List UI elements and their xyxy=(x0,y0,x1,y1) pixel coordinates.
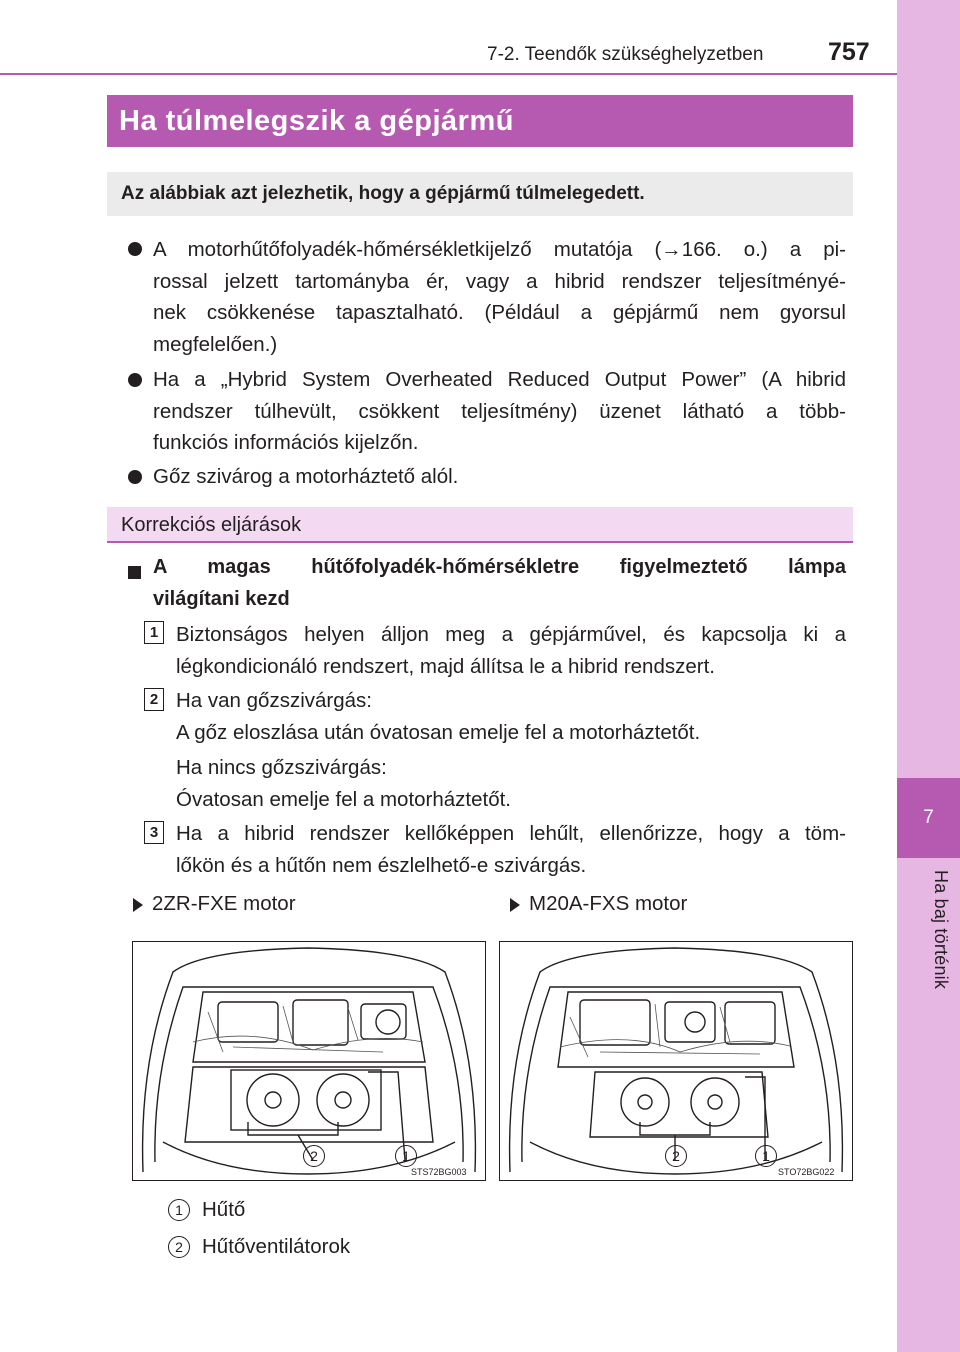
engine-figure-m20a xyxy=(499,941,853,1181)
text-line: nek csökkenése tapasztalható. (Például a gépjármű nem gyorsul xyxy=(153,301,846,324)
step-number-2: 2 xyxy=(144,688,164,711)
legend-label-2: Hűtőventilátorok xyxy=(202,1235,351,1258)
sign-item-3 xyxy=(153,461,846,493)
text-line: Óvatosan emelje fel a motorháztetőt. xyxy=(176,787,512,811)
legend-number-1: 1 xyxy=(168,1199,190,1221)
engine-bay-illustration xyxy=(133,942,484,1179)
text-line: Ha a „Hybrid System Overheated Reduced Output Power” (A hibrid xyxy=(153,368,846,391)
bullet-icon xyxy=(128,470,142,484)
text-line: lőkön és a hűtőn nem észlelhető-e szivárgás. xyxy=(176,853,587,877)
text-line: Ha a hibrid rendszer kellőképpen lehűlt, ellenőrizze, hogy a töm- xyxy=(176,822,846,845)
engine-figure-2zr xyxy=(132,941,486,1181)
callout-2: 2 xyxy=(665,1145,687,1167)
callout-1: 1 xyxy=(755,1145,777,1167)
engine-bay-illustration xyxy=(500,942,851,1179)
text-line: megfelelően.) xyxy=(153,332,278,356)
sign-item-2 xyxy=(153,364,846,459)
figure-code: STO72BG022 xyxy=(778,1167,835,1177)
triangle-bullet-icon xyxy=(133,898,143,912)
text-line: Ha nincs gőzszivárgás: xyxy=(176,756,387,779)
chapter-number: 7 xyxy=(897,778,960,858)
text-line: Ha van gőzszivárgás: xyxy=(176,689,372,712)
warning-heading xyxy=(153,552,846,615)
procedures-heading: Korrekciós eljárások xyxy=(107,507,853,543)
figure-caption-1: 2ZR-FXE motor xyxy=(152,892,296,915)
text-line: funkciós információs kijelzőn. xyxy=(153,431,419,454)
triangle-bullet-icon xyxy=(510,898,520,912)
text-line: Gőz szivárog a motorháztető alól. xyxy=(153,465,459,488)
chapter-label: Ha baj történik xyxy=(931,870,951,990)
text-line: rossal jelzett tartományba ér, vagy a hibrid rendszer teljesítményé- xyxy=(153,269,846,293)
text-line: Biztonságos helyen álljon meg a gépjárművel, és kapcsolja ki a xyxy=(176,623,846,646)
intro-box: Az alábbiak azt jelezhetik, hogy a gépjármű túlmelegedett. xyxy=(107,172,853,216)
text-line: A gőz eloszlása után óvatosan emelje fel a motorháztetőt. xyxy=(176,720,701,744)
text-line: A magas hűtőfolyadék-hőmérsékletre figyelmeztető lámpa xyxy=(153,556,846,578)
page-title: Ha túlmelegszik a gépjármű xyxy=(107,95,853,147)
text-line: világítani kezd xyxy=(153,587,290,610)
figure-caption-2: M20A-FXS motor xyxy=(529,892,688,915)
header-rule xyxy=(0,73,897,75)
figure-code: STS72BG003 xyxy=(411,1167,467,1177)
square-bullet-icon xyxy=(128,566,141,579)
section-header: 7-2. Teendők szükséghelyzetben xyxy=(487,44,764,65)
step-3-text xyxy=(176,818,846,881)
legend-number-2: 2 xyxy=(168,1236,190,1258)
step-number-1: 1 xyxy=(144,621,164,644)
page-number: 757 xyxy=(828,38,870,66)
legend-label-1: Hűtő xyxy=(202,1198,246,1221)
bullet-icon xyxy=(128,373,142,387)
step-2-extra xyxy=(176,752,846,815)
text-line: rendszer túlhevült, csökkent teljesítmény) üzenet látható a több- xyxy=(153,399,846,423)
callout-2: 2 xyxy=(303,1145,325,1167)
callout-1: 1 xyxy=(395,1145,417,1167)
text-line: légkondicionáló rendszert, majd állítsa le a hibrid rendszert. xyxy=(176,654,715,678)
step-number-3: 3 xyxy=(144,821,164,844)
step-2-text xyxy=(176,685,846,748)
bullet-icon xyxy=(128,242,142,256)
chapter-tab-strip xyxy=(897,0,960,1352)
step-1-text xyxy=(176,619,846,682)
sign-item-1 xyxy=(153,234,846,360)
text-line: A motorhűtőfolyadék-hőmérsékletkijelző mutatója (→166. o.) a pi- xyxy=(153,238,846,261)
